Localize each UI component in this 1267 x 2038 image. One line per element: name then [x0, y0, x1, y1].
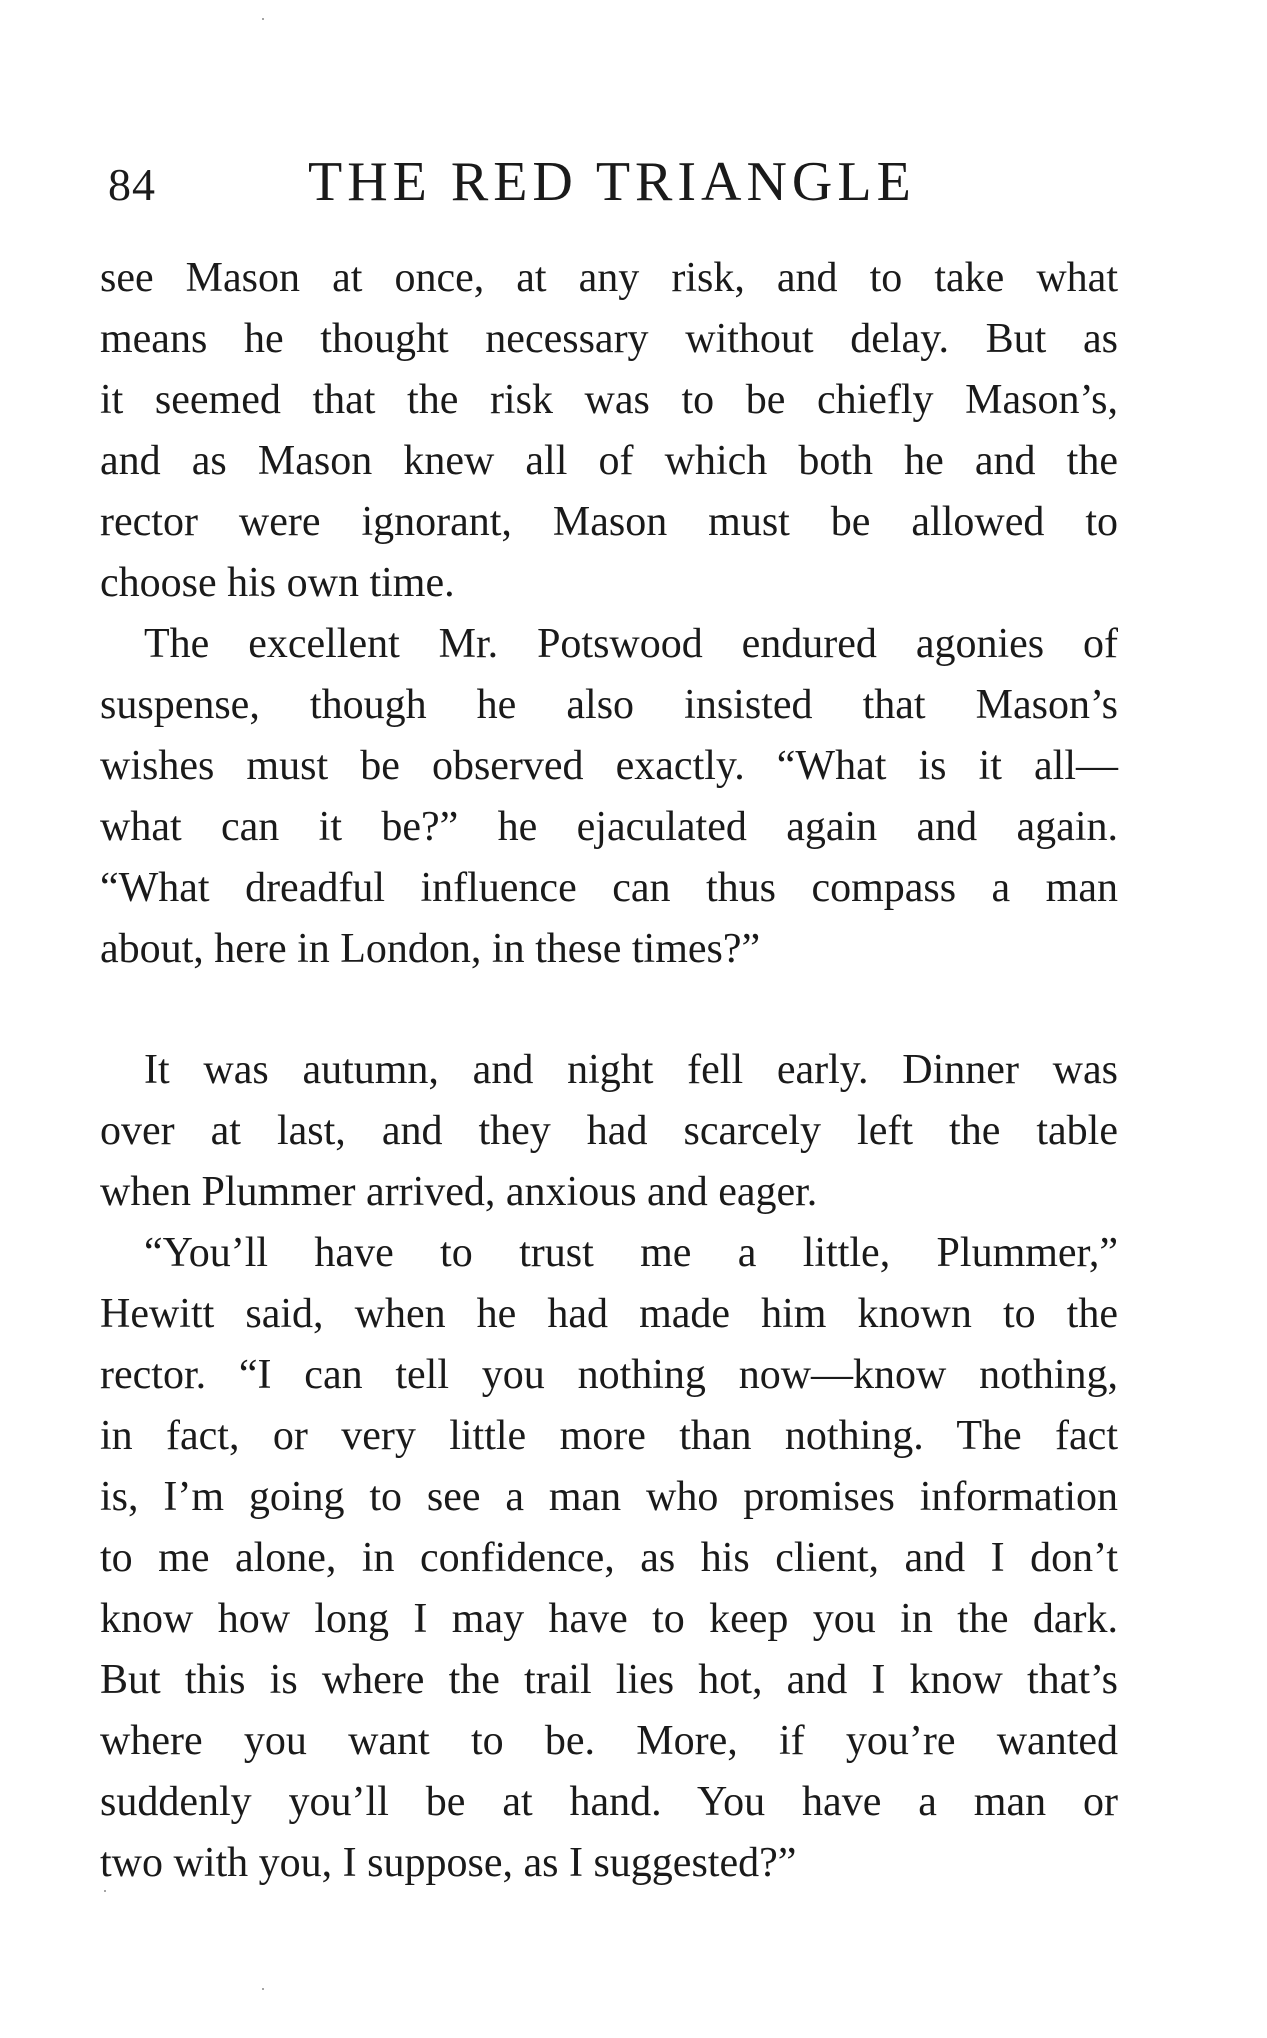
text-line: to me alone, in confidence, as his client, and I don’t: [100, 1535, 1118, 1581]
paper-speck: [262, 1988, 264, 1990]
text-line: The excellent Mr. Potswood endured agonies of: [144, 621, 1118, 667]
text-line: rector. “I can tell you nothing now—know nothing,: [100, 1352, 1118, 1398]
text-line: when Plummer arrived, anxious and eager.: [100, 1169, 818, 1215]
text-line: means he thought necessary without delay. But as: [100, 316, 1118, 362]
text-line: “What dreadful influence can thus compass a man: [100, 865, 1118, 911]
text-line: about, here in London, in these times?”: [100, 926, 761, 972]
paragraph: [100, 1223, 1118, 1894]
paper-speck: [262, 18, 264, 20]
body-text: [100, 248, 1118, 1894]
text-line: “You’ll have to trust me a little, Plummer,”: [144, 1230, 1118, 1276]
text-line: suddenly you’ll be at hand. You have a man or: [100, 1779, 1118, 1825]
text-line: in fact, or very little more than nothing. The fact: [100, 1413, 1118, 1459]
paragraph: [100, 1040, 1118, 1223]
section-break: [100, 980, 1118, 1040]
text-line: see Mason at once, at any risk, and to take what: [100, 255, 1118, 301]
text-line: It was autumn, and night fell early. Dinner was: [144, 1047, 1118, 1093]
paragraph: [100, 248, 1118, 614]
text-line: suspense, though he also insisted that Mason’s: [100, 682, 1118, 728]
running-title: THE RED TRIANGLE: [308, 151, 916, 213]
text-line: two with you, I suppose, as I suggested?”: [100, 1840, 797, 1886]
text-line: it seemed that the risk was to be chiefly Mason’s,: [100, 377, 1118, 423]
text-line: over at last, and they had scarcely left the table: [100, 1108, 1118, 1154]
text-line: Hewitt said, when he had made him known to the: [100, 1291, 1118, 1337]
text-line: is, I’m going to see a man who promises information: [100, 1474, 1118, 1520]
page-number: 84: [108, 159, 156, 210]
running-header: [100, 150, 1120, 220]
text-line: rector were ignorant, Mason must be allowed to: [100, 499, 1118, 545]
text-line: know how long I may have to keep you in the dark.: [100, 1596, 1118, 1642]
text-line: where you want to be. More, if you’re wanted: [100, 1718, 1118, 1764]
text-line: wishes must be observed exactly. “What is it all—: [100, 743, 1118, 789]
paragraph: [100, 614, 1118, 980]
text-line: But this is where the trail lies hot, and I know that’s: [100, 1657, 1118, 1703]
text-line: choose his own time.: [100, 560, 455, 606]
text-line: what can it be?” he ejaculated again and again.: [100, 804, 1118, 850]
text-line: and as Mason knew all of which both he and the: [100, 438, 1118, 484]
